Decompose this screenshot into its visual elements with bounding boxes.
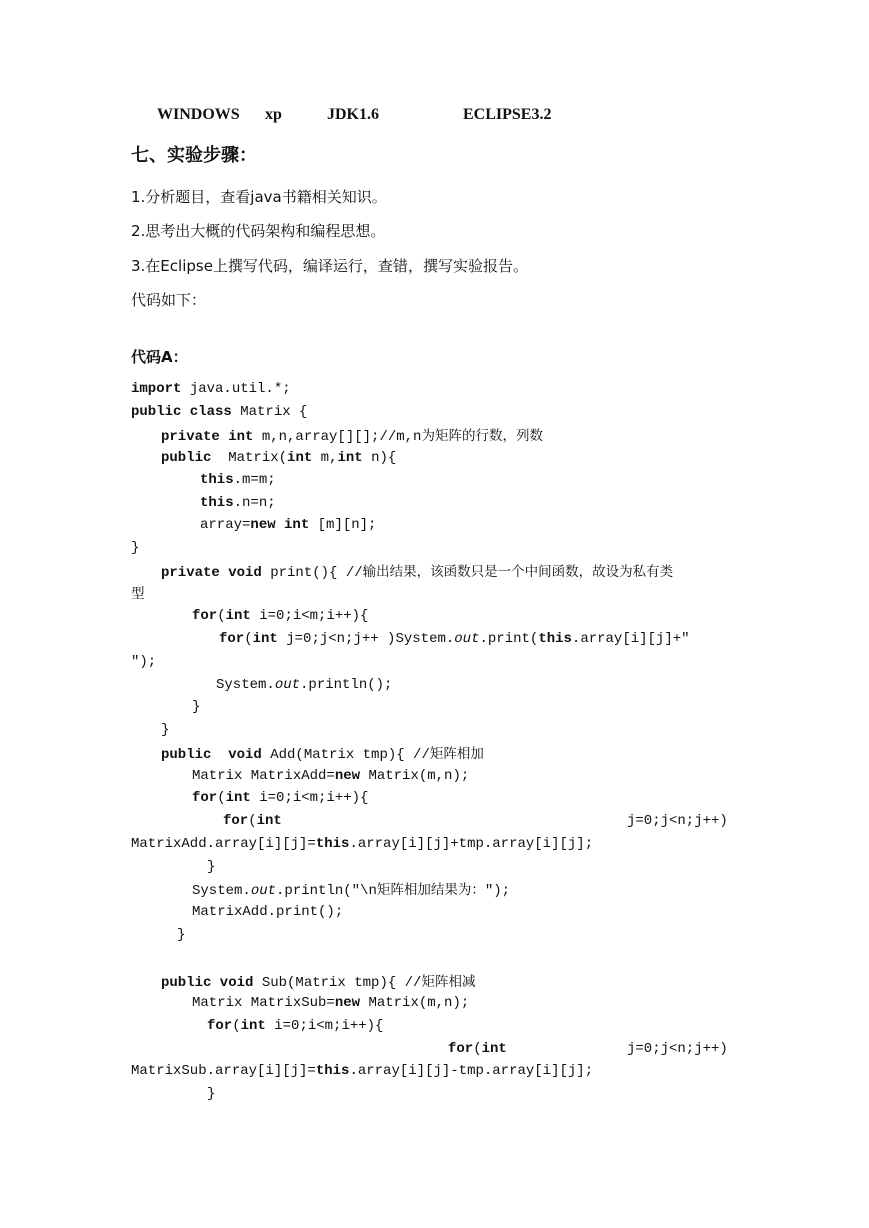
env-jdk: JDK1.6 xyxy=(327,106,379,123)
env-ide: ECLIPSE3.2 xyxy=(463,106,552,123)
code-line: public void Sub(Matrix tmp){ //矩阵相减 xyxy=(161,974,476,991)
code-line: this.n=n; xyxy=(200,495,276,511)
code-line: MatrixSub.array[i][j]=this.array[i][j]-tmp.array[i][j]; xyxy=(131,1063,594,1079)
section-heading: 七、实验步骤： xyxy=(131,145,257,166)
env-os-version: xp xyxy=(265,106,282,123)
code-line: "); xyxy=(131,654,157,670)
code-line: for(int i=0;i<m;i++){ xyxy=(192,790,369,806)
step-item: 1.分析题目，查看java书籍相关知识。 xyxy=(131,188,387,206)
env-os: WINDOWS xyxy=(157,106,240,123)
code-line: Matrix MatrixSub=new Matrix(m,n); xyxy=(192,995,470,1011)
code-line: for(int i=0;i<m;i++){ xyxy=(192,608,369,624)
code-line: } xyxy=(192,699,201,715)
code-line: for(int j=0;j<n;j++ )System.out.print(this.array[i][j]+" xyxy=(219,631,690,647)
code-line: for(int i=0;i<m;i++){ xyxy=(207,1018,384,1034)
code-line: for(int xyxy=(448,1041,507,1057)
code-line: j=0;j<n;j++) xyxy=(627,1041,728,1057)
code-line: private int m,n,array[][];//m,n为矩阵的行数，列数 xyxy=(161,428,543,445)
step-item: 3.在Eclipse上撰写代码，编译运行，查错，撰写实验报告。 xyxy=(131,257,528,275)
code-line: } xyxy=(207,1086,216,1102)
code-line: } xyxy=(131,540,140,556)
code-line: MatrixAdd.print(); xyxy=(192,904,344,920)
code-line: 型 xyxy=(131,586,145,602)
code-intro: 代码如下： xyxy=(131,291,207,309)
code-line: } xyxy=(207,859,216,875)
code-line: this.m=m; xyxy=(200,472,276,488)
code-line: public class Matrix { xyxy=(131,404,308,420)
code-line: j=0;j<n;j++) xyxy=(627,813,728,829)
code-line: private void print(){ //输出结果，该函数只是一个中间函数，故设为私有类 xyxy=(161,564,674,581)
code-line: public Matrix(int m,int n){ xyxy=(161,450,397,466)
code-line: MatrixAdd.array[i][j]=this.array[i][j]+tmp.array[i][j]; xyxy=(131,836,594,852)
code-line: import java.util.*; xyxy=(131,381,291,397)
code-label: 代码A： xyxy=(131,348,188,366)
code-line: } xyxy=(177,927,186,943)
code-line: } xyxy=(161,722,170,738)
code-line: System.out.println(); xyxy=(216,677,393,693)
code-line: public void Add(Matrix tmp){ //矩阵相加 xyxy=(161,746,484,763)
code-line: System.out.println("\n矩阵相加结果为："); xyxy=(192,882,511,899)
code-line: array=new int [m][n]; xyxy=(200,517,377,533)
code-line: Matrix MatrixAdd=new Matrix(m,n); xyxy=(192,768,470,784)
code-line: for(int xyxy=(223,813,282,829)
step-item: 2.思考出大概的代码架构和编程思想。 xyxy=(131,222,386,240)
